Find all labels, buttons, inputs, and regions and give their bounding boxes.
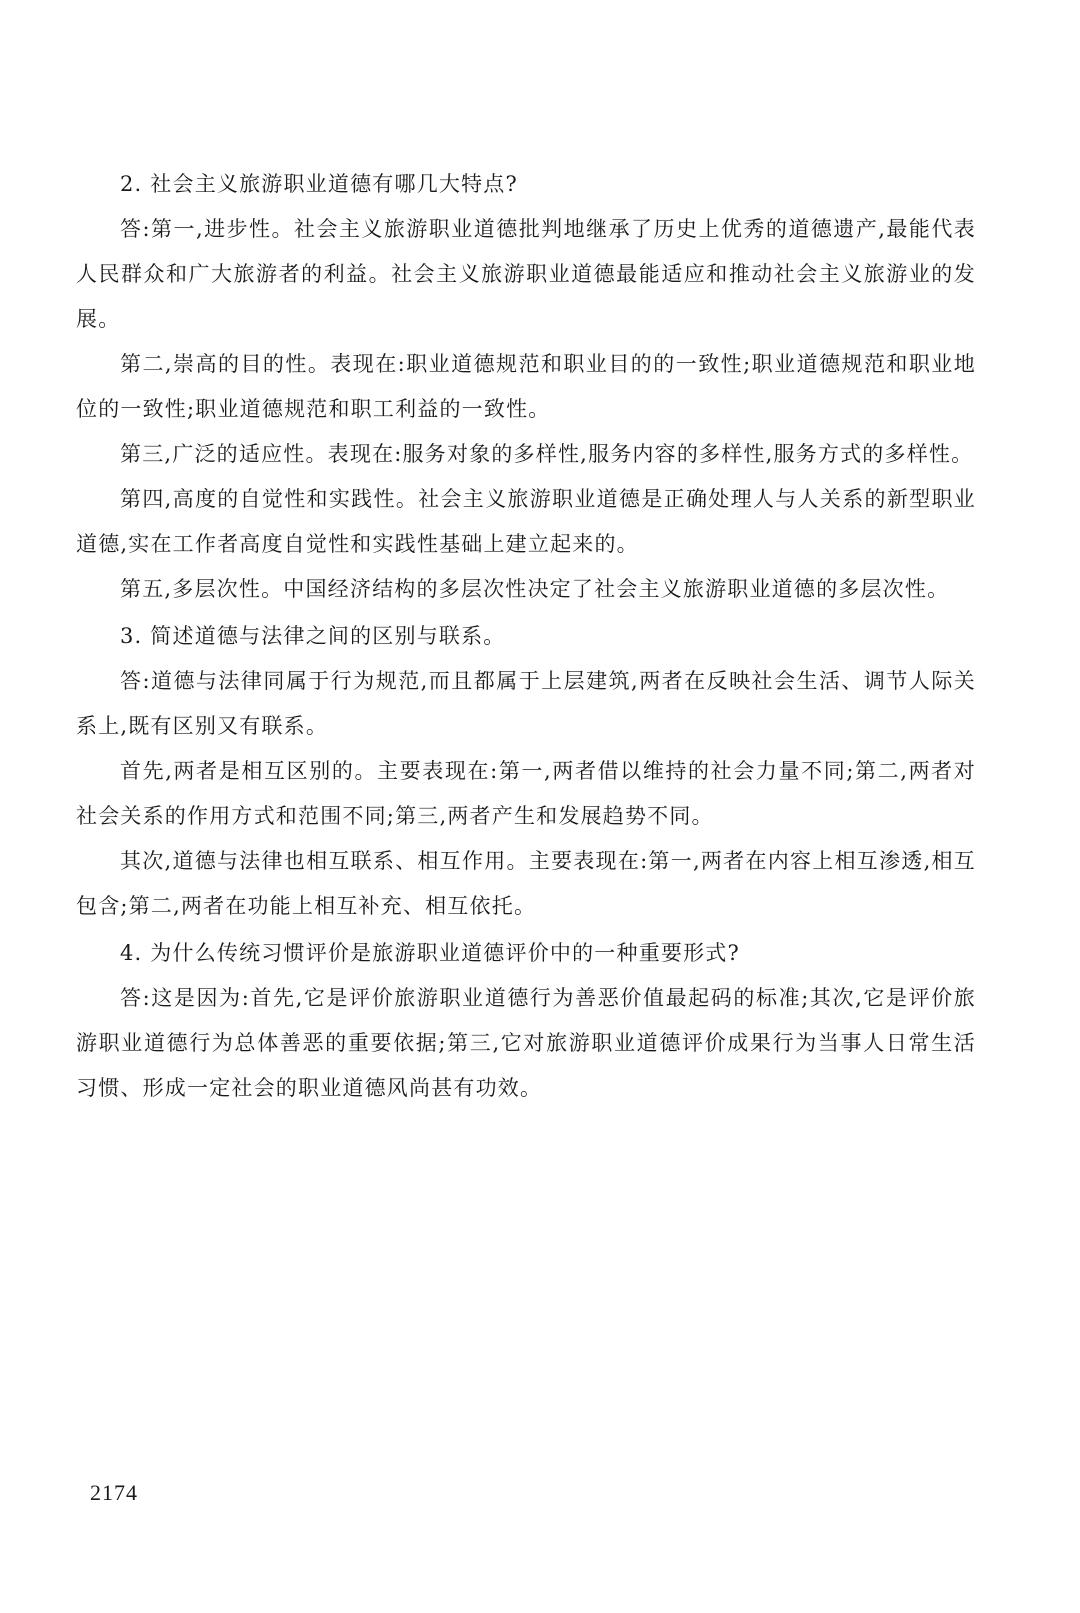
answer-2-intro: 答:第一,进步性。社会主义旅游职业道德批判地继承了历史上优秀的道德遗产,最能代表人民群众和广大旅游者的利益。社会主义旅游职业道德最能适应和推动社会主义旅游业的发展。 (76, 217, 976, 331)
answer-2-point-4: 第四,高度的自觉性和实践性。社会主义旅游职业道德是正确处理人与人关系的新型职业道德,实在工作者高度自觉性和实践性基础上建立起来的。 (76, 487, 976, 556)
page-number: 2174 (90, 1480, 138, 1505)
question-2: 2. 社会主义旅游职业道德有哪几大特点? (120, 172, 518, 196)
answer-4: 答:这是因为:首先,它是评价旅游职业道德行为善恶价值最起码的标准;其次,它是评价旅游职业道德行为总体善恶的重要依据;第三,它对旅游职业道德评价成果行为当事人日常生活习惯、形成一定社会的职业道德风尚甚有功效。 (76, 986, 976, 1100)
page-body (76, 160, 976, 1111)
question-4: 4. 为什么传统习惯评价是旅游职业道德评价中的一种重要形式? (120, 941, 740, 965)
answer-3-connection: 其次,道德与法律也相互联系、相互作用。主要表现在:第一,两者在内容上相互渗透,相互包含;第二,两者在功能上相互补充、相互依托。 (76, 849, 976, 918)
answer-3-difference: 首先,两者是相互区别的。主要表现在:第一,两者借以维持的社会力量不同;第二,两者对社会关系的作用方式和范围不同;第三,两者产生和发展趋势不同。 (76, 759, 976, 828)
question-3: 3. 简述道德与法律之间的区别与联系。 (120, 624, 506, 648)
answer-2-point-2: 第二,崇高的目的性。表现在:职业道德规范和职业目的的一致性;职业道德规范和职业地位的一致性;职业道德规范和职工利益的一致性。 (76, 352, 976, 421)
answer-2-point-5: 第五,多层次性。中国经济结构的多层次性决定了社会主义旅游职业道德的多层次性。 (120, 577, 950, 601)
answer-2-point-3: 第三,广泛的适应性。表现在:服务对象的多样性,服务内容的多样性,服务方式的多样性。 (120, 442, 974, 466)
answer-3-intro: 答:道德与法律同属于行为规范,而且都属于上层建筑,两者在反映社会生活、调节人际关系上,既有区别又有联系。 (76, 669, 976, 738)
